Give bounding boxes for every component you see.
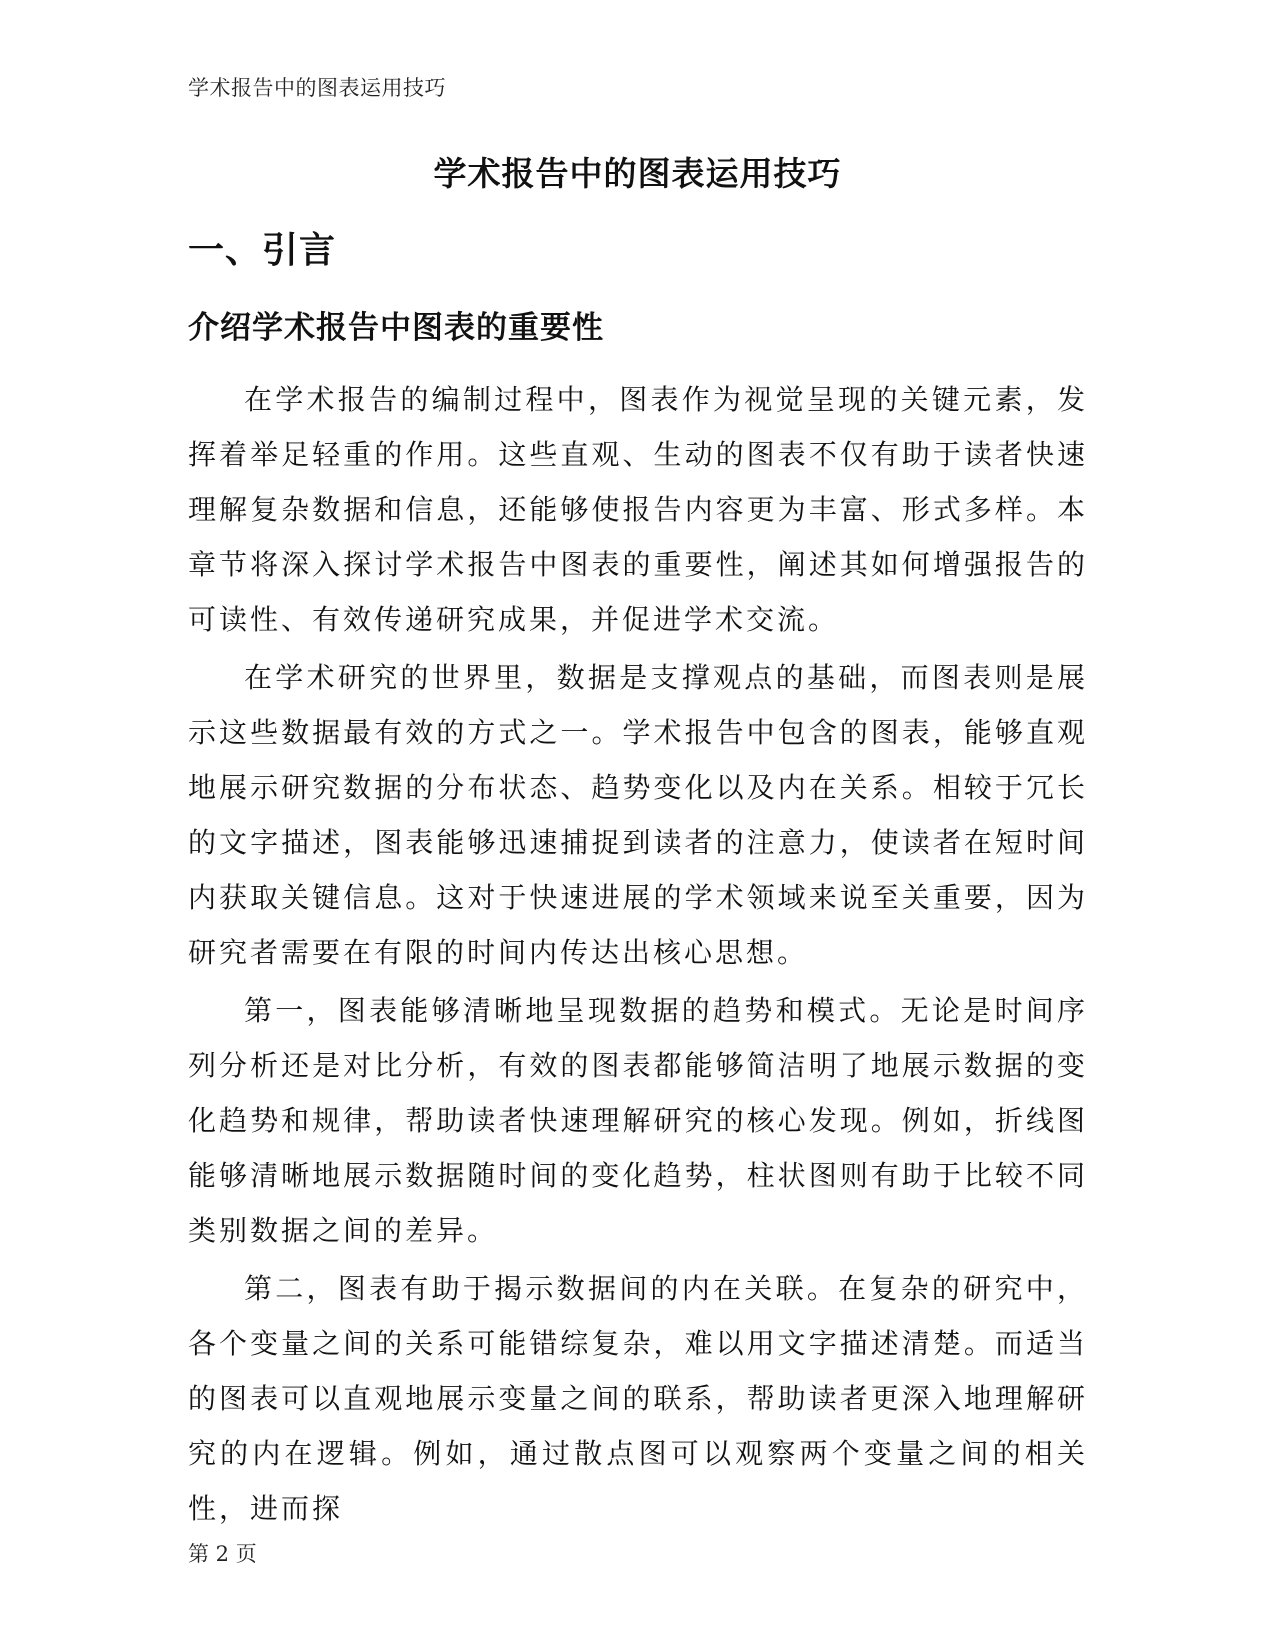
section-heading: 一、引言: [188, 229, 337, 271]
body-text: [188, 372, 1088, 1539]
paragraph: 第一，图表能够清晰地呈现数据的趋势和模式。无论是时间序列分析还是对比分析，有效的图表都能够简洁明了地展示数据的变化趋势和规律，帮助读者快速理解研究的核心发现。例如，折线图能够清晰地展示数据随时间的变化趋势，柱状图则有助于比较不同类别数据之间的差异。: [188, 994, 1088, 1247]
paragraph: 在学术研究的世界里，数据是支撑观点的基础，而图表则是展示这些数据最有效的方式之一。学术报告中包含的图表，能够直观地展示研究数据的分布状态、趋势变化以及内在关系。相较于冗长的文字描述，图表能够迅速捕捉到读者的注意力，使读者在短时间内获取关键信息。这对于快速进展的学术领域来说至关重要，因为研究者需要在有限的时间内传达出核心思想。: [188, 661, 1088, 969]
paragraph: 在学术报告的编制过程中，图表作为视觉呈现的关键元素，发挥着举足轻重的作用。这些直观、生动的图表不仅有助于读者快速理解复杂数据和信息，还能够使报告内容更为丰富、形式多样。本章节将深入探讨学术报告中图表的重要性，阐述其如何增强报告的可读性、有效传递研究成果，并促进学术交流。: [188, 383, 1088, 636]
subsection-heading: 介绍学术报告中图表的重要性: [188, 310, 604, 346]
page-number: 第 2 页: [188, 1542, 257, 1566]
document-title: 学术报告中的图表运用技巧: [433, 154, 842, 193]
paragraph: 第二，图表有助于揭示数据间的内在关联。在复杂的研究中，各个变量之间的关系可能错综复杂，难以用文字描述清楚。而适当的图表可以直观地展示变量之间的联系，帮助读者更深入地理解研究的内在逻辑。例如，通过散点图可以观察两个变量之间的相关性，进而探: [188, 1272, 1088, 1525]
running-header: 学术报告中的图表运用技巧: [188, 76, 446, 100]
